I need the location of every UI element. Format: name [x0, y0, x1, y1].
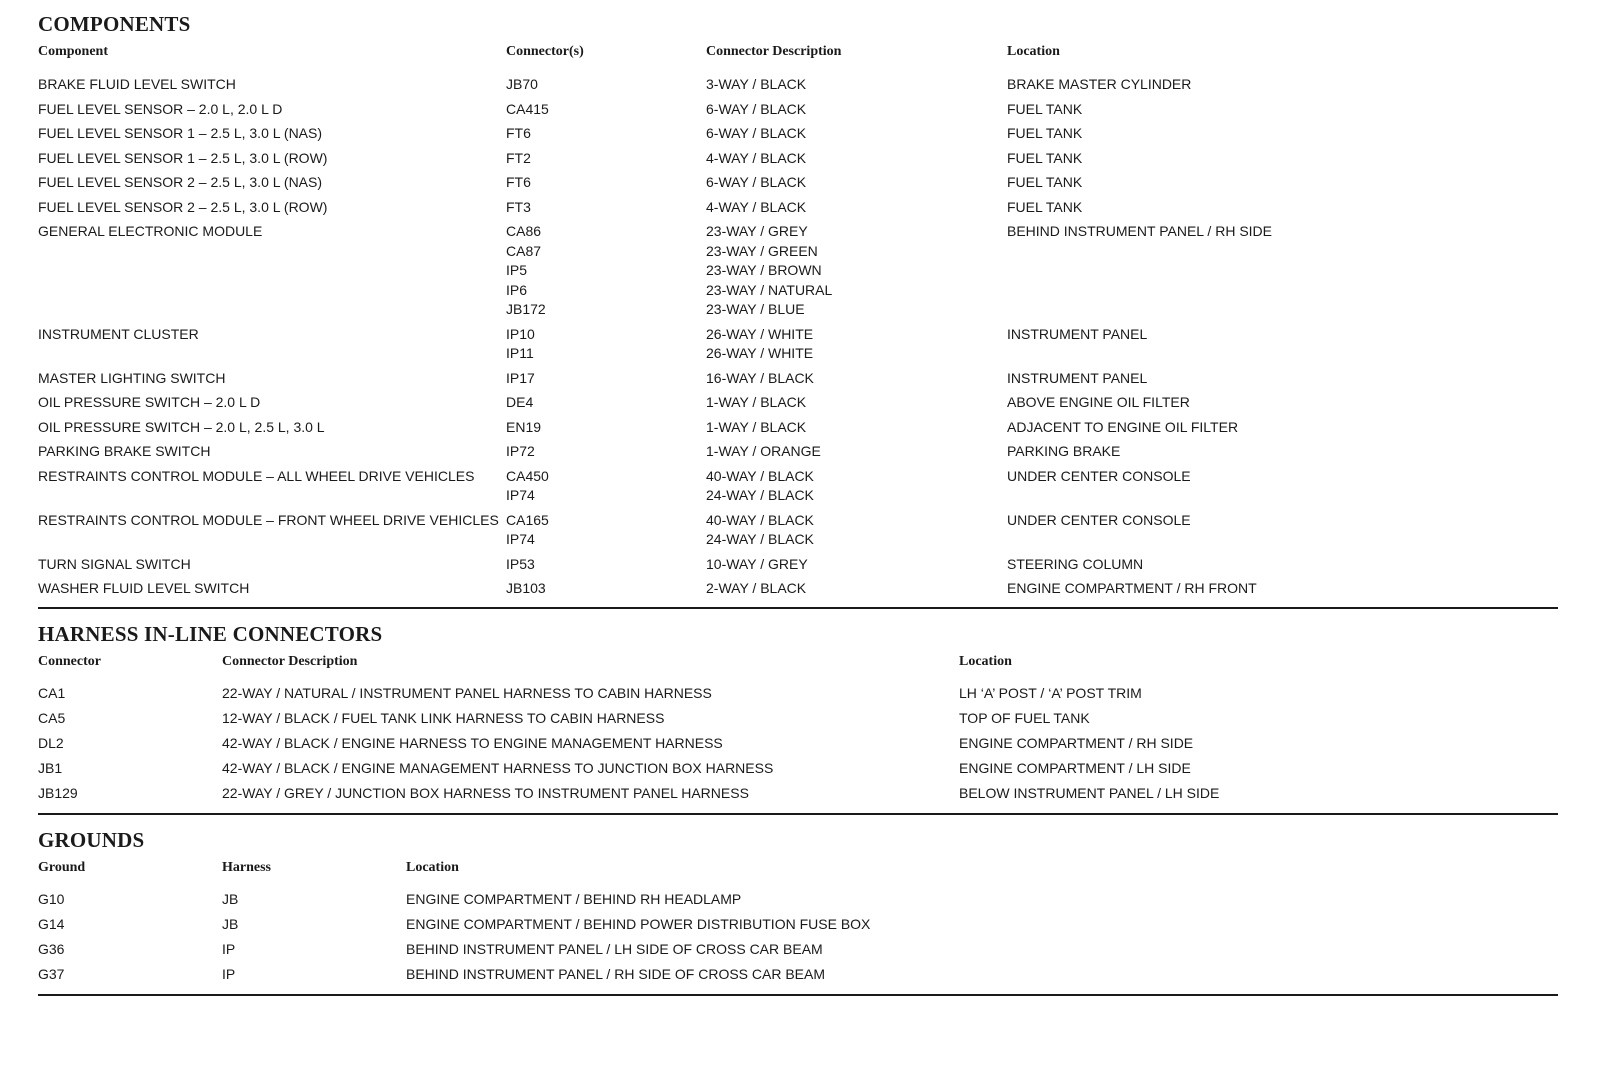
table-row [38, 961, 1558, 986]
column-header-harness: Harness [222, 859, 271, 875]
page [38, 12, 1558, 996]
table-row [38, 886, 1558, 911]
connector-description: 26-WAY / WHITE [706, 345, 814, 361]
connector-description: 23-WAY / NATURAL [706, 281, 833, 298]
connector-description: 40-WAY / BLACK [706, 511, 814, 528]
grounds-header-row [38, 854, 1558, 886]
component-name: GENERAL ELECTRONIC MODULE [38, 223, 263, 239]
connector-description-list [706, 222, 1007, 320]
harness-location: LH ‘A’ POST / ‘A’ POST TRIM [959, 684, 1142, 701]
connector-id: JB172 [506, 301, 546, 317]
table-row [38, 911, 1558, 936]
connector-list [506, 325, 706, 364]
harness-connector-id: JB1 [38, 759, 63, 776]
connector-list [506, 124, 706, 144]
harness-connector-description: 42-WAY / BLACK / ENGINE MANAGEMENT HARNESS TO JUNCTION BOX HARNESS [222, 759, 774, 776]
component-name: BRAKE FLUID LEVEL SWITCH [38, 76, 236, 92]
component-name: FUEL LEVEL SENSOR – 2.0 L, 2.0 L D [38, 100, 283, 117]
connector-list [506, 222, 706, 320]
components-section [38, 12, 1558, 599]
component-location: FUEL TANK [1007, 100, 1083, 117]
connector-description: 3-WAY / BLACK [706, 76, 807, 92]
connector-description: 16-WAY / BLACK [706, 369, 814, 386]
connector-description-list [706, 173, 1007, 193]
harness-header-row [38, 648, 1558, 680]
component-name: OIL PRESSURE SWITCH – 2.0 L D [38, 394, 261, 410]
harness-connector-id: DL2 [38, 734, 64, 751]
column-header-location: Location [1007, 44, 1060, 59]
component-name: OIL PRESSURE SWITCH – 2.0 L, 2.5 L, 3.0 L [38, 418, 325, 435]
component-name: RESTRAINTS CONTROL MODULE – FRONT WHEEL DRIVE VEHICLES [38, 511, 499, 528]
ground-location: ENGINE COMPARTMENT / BEHIND RH HEADLAMP [406, 890, 742, 907]
table-row [38, 95, 1558, 120]
harness-title: HARNESS IN-LINE CONNECTORS [38, 621, 383, 646]
connector-id: JB103 [506, 580, 546, 596]
column-header-connector-description: Connector Description [706, 44, 842, 59]
components-table-body [38, 70, 1558, 599]
table-row [38, 144, 1558, 169]
connector-list [506, 100, 706, 120]
harness-table-body [38, 680, 1558, 805]
connector-description-list [706, 418, 1007, 438]
connector-list [506, 555, 706, 575]
connector-list [506, 75, 706, 95]
table-row [38, 936, 1558, 961]
connector-id: FT2 [506, 149, 531, 166]
connector-description-list [706, 325, 1007, 364]
connector-list [506, 393, 706, 413]
table-row [38, 193, 1558, 218]
component-location: INSTRUMENT PANEL [1007, 325, 1148, 342]
harness-section [38, 622, 1558, 805]
connector-description: 23-WAY / GREEN [706, 242, 818, 259]
connector-description: 23-WAY / GREY [706, 223, 808, 239]
connector-description-list [706, 100, 1007, 120]
connector-description: 6-WAY / BLACK [706, 100, 807, 117]
connector-description-list [706, 467, 1007, 506]
component-location: ADJACENT TO ENGINE OIL FILTER [1007, 418, 1239, 435]
column-header-connectors: Connector(s) [506, 44, 584, 59]
component-location: UNDER CENTER CONSOLE [1007, 467, 1191, 484]
component-location: ABOVE ENGINE OIL FILTER [1007, 394, 1190, 410]
connector-id: IP10 [506, 325, 535, 342]
connector-id: IP6 [506, 281, 528, 298]
table-row [38, 168, 1558, 193]
table-row [38, 413, 1558, 438]
connector-description: 24-WAY / BLACK [706, 531, 814, 547]
component-name: FUEL LEVEL SENSOR 1 – 2.5 L, 3.0 L (NAS) [38, 125, 323, 141]
harness-connector-description: 42-WAY / BLACK / ENGINE HARNESS TO ENGINE MANAGEMENT HARNESS [222, 734, 723, 751]
connector-id: IP53 [506, 555, 535, 572]
harness-connector-id: CA5 [38, 709, 66, 726]
table-row [38, 437, 1558, 462]
connector-description: 4-WAY / BLACK [706, 149, 807, 166]
component-name: FUEL LEVEL SENSOR 2 – 2.5 L, 3.0 L (NAS) [38, 174, 323, 190]
component-location: BRAKE MASTER CYLINDER [1007, 76, 1192, 92]
ground-id: G36 [38, 940, 65, 957]
component-location: ENGINE COMPARTMENT / RH FRONT [1007, 580, 1257, 596]
grounds-section [38, 828, 1558, 986]
component-location: STEERING COLUMN [1007, 555, 1144, 572]
table-row [38, 680, 1558, 705]
table-row [38, 462, 1558, 506]
connector-id: CA415 [506, 100, 549, 117]
table-row [38, 119, 1558, 144]
connector-description-list [706, 579, 1007, 599]
harness-connector-id: JB129 [38, 784, 78, 801]
ground-harness: JB [222, 915, 239, 932]
connector-description: 23-WAY / BROWN [706, 262, 822, 278]
connector-description: 1-WAY / ORANGE [706, 443, 821, 459]
connector-description: 4-WAY / BLACK [706, 198, 807, 215]
component-location: FUEL TANK [1007, 125, 1083, 141]
connector-list [506, 511, 706, 550]
connector-description-list [706, 369, 1007, 389]
connector-description: 26-WAY / WHITE [706, 325, 814, 342]
connector-list [506, 418, 706, 438]
component-location: INSTRUMENT PANEL [1007, 369, 1148, 386]
table-row [38, 550, 1558, 575]
section-divider [38, 607, 1558, 609]
connector-list [506, 173, 706, 193]
connector-id: FT6 [506, 174, 531, 190]
connector-description: 6-WAY / BLACK [706, 174, 807, 190]
ground-location: BEHIND INSTRUMENT PANEL / LH SIDE OF CROSS CAR BEAM [406, 940, 823, 957]
connector-id: IP17 [506, 369, 535, 386]
connector-id: CA87 [506, 242, 542, 259]
column-header-ground: Ground [38, 859, 86, 875]
connector-id: CA450 [506, 467, 549, 484]
connector-id: IP72 [506, 443, 535, 459]
connector-id: CA86 [506, 223, 542, 239]
ground-harness: IP [222, 965, 236, 982]
table-row [38, 364, 1558, 389]
components-header-row [38, 38, 1558, 70]
connector-description: 2-WAY / BLACK [706, 580, 807, 596]
connector-description-list [706, 393, 1007, 413]
connector-id: FT3 [506, 198, 531, 215]
component-location: UNDER CENTER CONSOLE [1007, 511, 1191, 528]
table-row [38, 70, 1558, 95]
component-location: FUEL TANK [1007, 198, 1083, 215]
connector-id: IP74 [506, 487, 535, 503]
connector-description: 1-WAY / BLACK [706, 418, 807, 435]
connector-list [506, 149, 706, 169]
column-header-component: Component [38, 44, 109, 59]
table-row [38, 574, 1558, 599]
connector-description: 40-WAY / BLACK [706, 467, 814, 484]
harness-connector-description: 22-WAY / GREY / JUNCTION BOX HARNESS TO INSTRUMENT PANEL HARNESS [222, 784, 749, 801]
component-name: FUEL LEVEL SENSOR 1 – 2.5 L, 3.0 L (ROW) [38, 149, 328, 166]
connector-id: DE4 [506, 394, 534, 410]
connector-id: IP74 [506, 531, 535, 547]
connector-id: IP5 [506, 262, 528, 278]
grounds-table-body [38, 886, 1558, 986]
connector-description: 1-WAY / BLACK [706, 394, 807, 410]
connector-list [506, 467, 706, 506]
connector-description-list [706, 511, 1007, 550]
table-row [38, 388, 1558, 413]
ground-id: G37 [38, 965, 65, 982]
harness-location: TOP OF FUEL TANK [959, 709, 1090, 726]
table-row [38, 705, 1558, 730]
connector-id: FT6 [506, 125, 531, 141]
section-divider [38, 813, 1558, 815]
table-row [38, 217, 1558, 320]
table-row [38, 730, 1558, 755]
connector-list [506, 579, 706, 599]
connector-list [506, 442, 706, 462]
ground-harness: IP [222, 940, 236, 957]
component-location: PARKING BRAKE [1007, 443, 1121, 459]
components-title: COMPONENTS [38, 12, 191, 36]
component-name: FUEL LEVEL SENSOR 2 – 2.5 L, 3.0 L (ROW) [38, 198, 328, 215]
connector-id: IP11 [506, 345, 534, 361]
component-name: INSTRUMENT CLUSTER [38, 325, 199, 342]
connector-list [506, 198, 706, 218]
connector-description: 6-WAY / BLACK [706, 125, 807, 141]
harness-connector-description: 12-WAY / BLACK / FUEL TANK LINK HARNESS TO CABIN HARNESS [222, 709, 665, 726]
connector-description-list [706, 149, 1007, 169]
connector-description-list [706, 124, 1007, 144]
column-header-location: Location [959, 653, 1012, 669]
connector-description: 10-WAY / GREY [706, 555, 808, 572]
table-row [38, 755, 1558, 780]
component-name: MASTER LIGHTING SWITCH [38, 369, 226, 386]
component-location: FUEL TANK [1007, 149, 1083, 166]
harness-location: ENGINE COMPARTMENT / LH SIDE [959, 759, 1191, 776]
harness-location: BELOW INSTRUMENT PANEL / LH SIDE [959, 784, 1220, 801]
component-name: TURN SIGNAL SWITCH [38, 555, 191, 572]
ground-id: G14 [38, 915, 65, 932]
connector-id: JB70 [506, 76, 538, 92]
section-divider [38, 994, 1558, 996]
connector-description: 24-WAY / BLACK [706, 487, 814, 503]
column-header-connector: Connector [38, 653, 101, 669]
grounds-title: GROUNDS [38, 827, 145, 852]
connector-id: CA165 [506, 511, 549, 528]
column-header-connector-description: Connector Description [222, 653, 358, 669]
table-row [38, 506, 1558, 550]
table-row [38, 320, 1558, 364]
connector-description-list [706, 442, 1007, 462]
component-location: BEHIND INSTRUMENT PANEL / RH SIDE [1007, 223, 1273, 239]
connector-list [506, 369, 706, 389]
connector-description-list [706, 198, 1007, 218]
component-name: WASHER FLUID LEVEL SWITCH [38, 580, 250, 596]
component-name: PARKING BRAKE SWITCH [38, 443, 211, 459]
harness-connector-description: 22-WAY / NATURAL / INSTRUMENT PANEL HARNESS TO CABIN HARNESS [222, 684, 712, 701]
connector-description-list [706, 555, 1007, 575]
component-location: FUEL TANK [1007, 174, 1083, 190]
ground-location: BEHIND INSTRUMENT PANEL / RH SIDE OF CROSS CAR BEAM [406, 965, 826, 982]
harness-connector-id: CA1 [38, 684, 66, 701]
table-row [38, 780, 1558, 805]
connector-description-list [706, 75, 1007, 95]
harness-location: ENGINE COMPARTMENT / RH SIDE [959, 734, 1194, 751]
connector-id: EN19 [506, 418, 542, 435]
ground-id: G10 [38, 890, 65, 907]
component-name: RESTRAINTS CONTROL MODULE – ALL WHEEL DRIVE VEHICLES [38, 467, 475, 484]
ground-harness: JB [222, 890, 239, 907]
connector-description: 23-WAY / BLUE [706, 301, 805, 317]
ground-location: ENGINE COMPARTMENT / BEHIND POWER DISTRIBUTION FUSE BOX [406, 915, 871, 932]
column-header-location: Location [406, 859, 459, 875]
